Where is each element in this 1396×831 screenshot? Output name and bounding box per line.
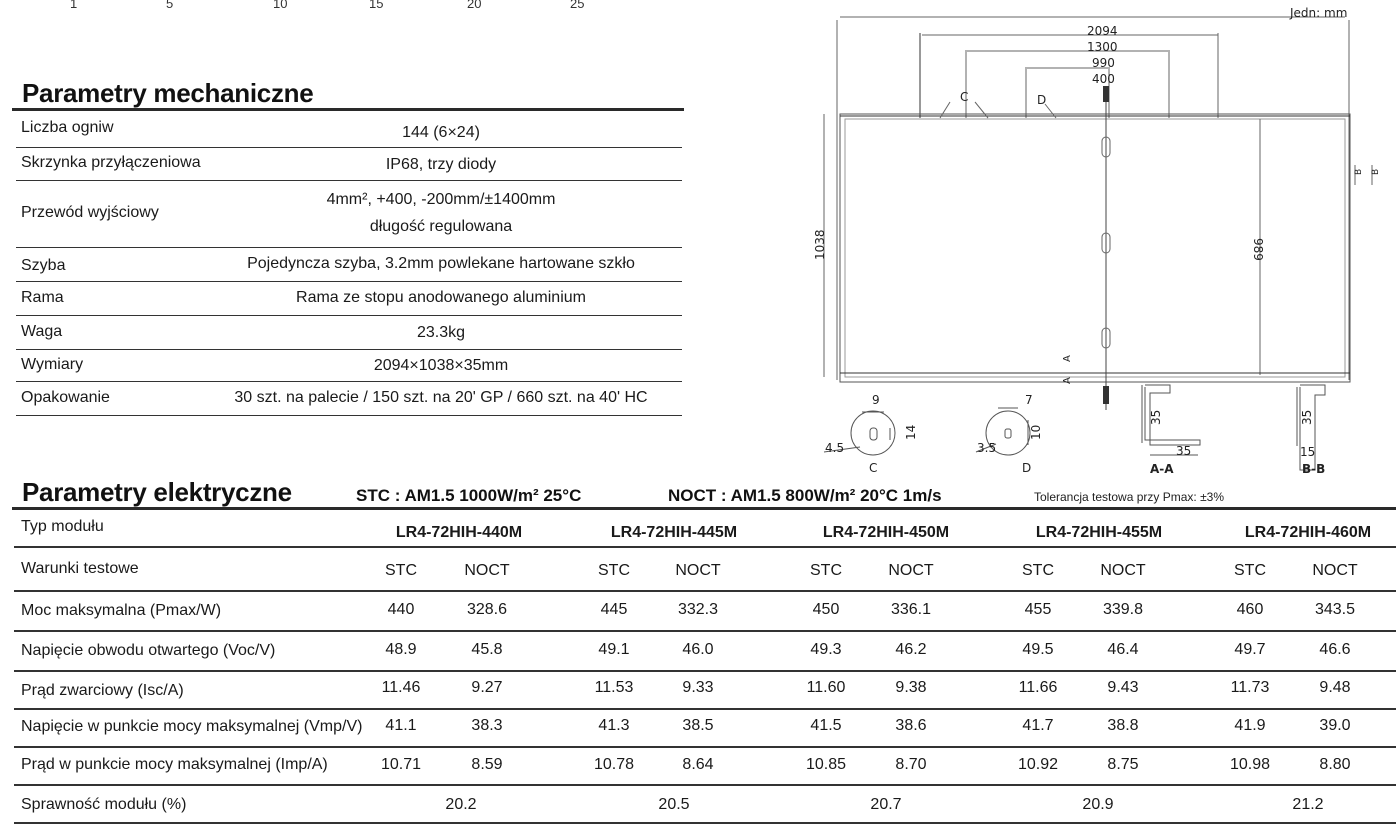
electrical-value-cell: 343.5: [1314, 601, 1356, 618]
stc-conditions: STC : AM1.5 1000W/m² 25°C: [356, 486, 582, 505]
electrical-value-cell: 41.1: [385, 717, 417, 734]
electrical-value-cell: 460: [1236, 601, 1264, 618]
electrical-value-cell: 49.1: [598, 641, 630, 658]
electrical-title: Parametry elektryczne: [22, 477, 292, 507]
dim-400: 400: [1092, 72, 1115, 86]
electrical-value-cell: 11.46: [381, 679, 421, 696]
test-condition-label: NOCT: [464, 562, 510, 579]
mechanical-row-value: IP68, trzy diody: [385, 156, 497, 173]
electrical-value-cell: 11.66: [1018, 679, 1058, 696]
mechanical-row: [16, 349, 682, 382]
electrical-value-cell: 38.6: [895, 717, 927, 734]
mechanical-title-rule: [12, 108, 684, 111]
detail-d-width: 7: [1025, 393, 1033, 407]
electrical-value-cell: 10.78: [593, 756, 635, 773]
electrical-value-cell: 10.92: [1017, 756, 1059, 773]
mechanical-row-label: Waga: [21, 323, 63, 340]
test-condition-label: STC: [810, 562, 842, 579]
marker-b-left: B: [1354, 168, 1364, 175]
test-condition-label: NOCT: [1312, 562, 1358, 579]
test-condition-label: NOCT: [888, 562, 934, 579]
mechanical-row: [16, 180, 682, 248]
mechanical-row-value: 4mm², +400, -200mm/±1400mm: [326, 191, 556, 208]
electrical-value-cell: 440: [387, 601, 415, 618]
model-name: LR4-72HIH-460M: [1244, 524, 1372, 541]
detail-c-label: C: [869, 461, 878, 475]
test-condition-label: STC: [1022, 562, 1054, 579]
electrical-value-cell: 10.98: [1229, 756, 1271, 773]
ruler-tick: 25: [570, 0, 585, 11]
electrical-value-cell: 11.73: [1230, 679, 1270, 696]
detail-bb-width: 15: [1300, 445, 1316, 459]
dim-990: 990: [1092, 56, 1115, 70]
mechanical-row-label: Rama: [21, 289, 64, 306]
test-condition-label: NOCT: [675, 562, 721, 579]
electrical-value-cell: 41.5: [810, 717, 842, 734]
mechanical-row-value: Rama ze stopu anodowanego aluminium: [296, 289, 586, 306]
electrical-value-cell: 9.27: [471, 679, 503, 696]
dim-1300: 1300: [1087, 40, 1118, 54]
model-name: LR4-72HIH-450M: [822, 524, 950, 541]
electrical-value-cell: 46.2: [895, 641, 927, 658]
detail-d-label: D: [1022, 461, 1032, 475]
electrical-value-cell: 450: [812, 601, 840, 618]
electrical-value-cell: 11.53: [594, 679, 634, 696]
efficiency-value: 20.5: [658, 796, 690, 813]
mechanical-row-label: Szyba: [21, 257, 66, 274]
dim-1038: 1038: [813, 229, 827, 260]
detail-d-height: 10: [1029, 424, 1043, 440]
tolerance-note: Tolerancja testowa przy Pmax: ±3%: [1034, 490, 1224, 504]
electrical-value-cell: 9.38: [895, 679, 927, 696]
mechanical-row-value: 2094×1038×35mm: [373, 357, 509, 374]
marker-a-bottom: A: [1062, 377, 1073, 384]
mechanical-row-label: Liczba ogniw: [21, 119, 114, 136]
mechanical-row-label: Skrzynka przyłączeniowa: [21, 154, 201, 171]
electrical-value-cell: 46.4: [1107, 641, 1139, 658]
electrical-value-cell: 445: [600, 601, 628, 618]
mechanical-row: [16, 315, 682, 350]
mechanical-row-label: Wymiary: [21, 356, 84, 373]
test-conditions-label: Warunki testowe: [21, 560, 139, 577]
mechanical-row-value: 30 szt. na palecie / 150 szt. na 20' GP / 660 szt. na 40' HC: [234, 389, 648, 406]
detail-aa-width: 35: [1176, 444, 1192, 458]
electrical-value-cell: 46.0: [682, 641, 714, 658]
electrical-value-cell: 41.3: [598, 717, 630, 734]
test-condition-label: NOCT: [1100, 562, 1146, 579]
detail-c-height: 14: [904, 424, 918, 440]
efficiency-value: 21.2: [1292, 796, 1324, 813]
electrical-value-cell: 49.5: [1022, 641, 1054, 658]
electrical-row-label: Prąd w punkcie mocy maksymalnej (Imp/A): [21, 756, 328, 773]
electrical-value-cell: 38.5: [682, 717, 714, 734]
model-name: LR4-72HIH-440M: [395, 524, 523, 541]
mechanical-row-value: 144 (6×24): [402, 124, 480, 141]
electrical-row-label: Prąd zwarciowy (Isc/A): [21, 682, 184, 699]
electrical-value-cell: 455: [1024, 601, 1052, 618]
detail-c-diameter: 4.5: [825, 441, 845, 455]
mechanical-row-label: Przewód wyjściowy: [21, 204, 159, 221]
model-header-label: Typ modułu: [21, 518, 104, 535]
electrical-value-cell: 8.70: [895, 756, 927, 773]
electrical-value-cell: 8.64: [682, 756, 714, 773]
electrical-value-cell: 48.9: [385, 641, 417, 658]
marker-c: C: [960, 90, 969, 104]
mechanical-title: Parametry mechaniczne: [22, 78, 314, 108]
mechanical-row: [16, 247, 682, 282]
model-name: LR4-72HIH-445M: [610, 524, 738, 541]
electrical-value-cell: 8.80: [1319, 756, 1351, 773]
electrical-value-cell: 41.7: [1022, 717, 1054, 734]
unit-label: Jedn: mm: [1290, 6, 1348, 20]
electrical-value-cell: 49.3: [810, 641, 842, 658]
electrical-value-cell: 8.75: [1107, 756, 1139, 773]
mechanical-row: [16, 381, 682, 416]
ruler-tick: 1: [70, 0, 78, 11]
detail-aa-height: 35: [1149, 409, 1163, 425]
module-dimension-drawing: [800, 0, 1396, 480]
marker-d: D: [1037, 93, 1047, 107]
electrical-row-label: Napięcie w punkcie mocy maksymalnej (Vmp/V): [21, 718, 363, 735]
electrical-value-cell: 9.33: [682, 679, 714, 696]
electrical-value-cell: 39.0: [1319, 717, 1351, 734]
ruler-tick: 10: [273, 0, 288, 11]
mechanical-row-label: Opakowanie: [21, 389, 110, 406]
ruler-tick: 20: [467, 0, 482, 11]
electrical-value-cell: 10.85: [805, 756, 847, 773]
electrical-value-cell: 49.7: [1234, 641, 1266, 658]
test-condition-label: STC: [1234, 562, 1266, 579]
electrical-value-cell: 332.3: [677, 601, 719, 618]
electrical-value-cell: 339.8: [1102, 601, 1144, 618]
efficiency-value: 20.9: [1082, 796, 1114, 813]
marker-a-top: A: [1062, 355, 1073, 362]
mechanical-row: [16, 281, 682, 316]
detail-d-diameter: 3.5: [977, 441, 997, 455]
dim-2094: 2094: [1087, 24, 1118, 38]
efficiency-value: 20.7: [870, 796, 902, 813]
ruler-tick: 15: [369, 0, 384, 11]
mechanical-row-value-line2: długość regulowana: [369, 218, 513, 235]
detail-bb-height: 35: [1300, 409, 1314, 425]
electrical-value-cell: 41.9: [1234, 717, 1266, 734]
efficiency-label: Sprawność modułu (%): [21, 796, 187, 813]
mechanical-row: [16, 113, 682, 148]
ruler-tick: 5: [166, 0, 174, 11]
electrical-value-cell: 38.3: [471, 717, 503, 734]
marker-b-right: B: [1371, 168, 1381, 175]
electrical-value-cell: 46.6: [1319, 641, 1351, 658]
electrical-value-cell: 328.6: [466, 601, 508, 618]
dim-989: 989: [1251, 238, 1265, 261]
electrical-value-cell: 38.8: [1107, 717, 1139, 734]
electrical-value-cell: 45.8: [471, 641, 503, 658]
model-header-row: [14, 510, 1396, 548]
electrical-row-label: Moc maksymalna (Pmax/W): [21, 602, 222, 619]
noct-conditions: NOCT : AM1.5 800W/m² 20°C 1m/s: [668, 486, 942, 505]
electrical-row-label: Napięcie obwodu otwartego (Voc/V): [21, 642, 276, 659]
test-condition-label: STC: [385, 562, 417, 579]
electrical-value-cell: 9.48: [1319, 679, 1351, 696]
detail-bb-label: B-B: [1302, 462, 1326, 476]
mechanical-row: [16, 147, 682, 181]
electrical-value-cell: 9.43: [1107, 679, 1139, 696]
efficiency-row: [14, 786, 1396, 824]
detail-aa-label: A-A: [1150, 462, 1174, 476]
mechanical-row-value: 23.3kg: [416, 324, 466, 341]
electrical-value-cell: 11.60: [806, 679, 846, 696]
electrical-value-cell: 10.71: [380, 756, 422, 773]
efficiency-value: 20.2: [445, 796, 477, 813]
electrical-value-cell: 336.1: [890, 601, 932, 618]
test-condition-label: STC: [598, 562, 630, 579]
electrical-value-cell: 8.59: [471, 756, 503, 773]
detail-c-width: 9: [872, 393, 880, 407]
model-name: LR4-72HIH-455M: [1035, 524, 1163, 541]
mechanical-row-value: Pojedyncza szyba, 3.2mm powlekane hartowane szkło: [247, 255, 635, 272]
